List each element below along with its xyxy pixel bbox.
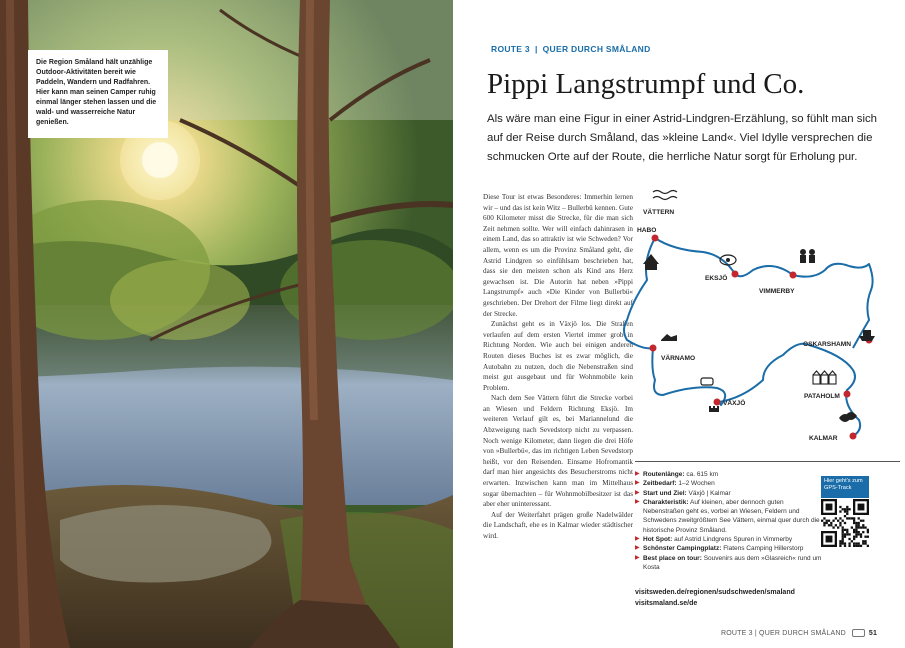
fact-row: ▶ Best place on tour: Souvenirs aus dem »Glasreich« rund um Kosta: [635, 554, 822, 571]
route-map: [613, 180, 883, 450]
fact-row: ▶ Start und Ziel: Växjö | Kalmar: [635, 489, 731, 497]
page-title: Pippi Langstrumpf und Co.: [487, 68, 805, 100]
page-footer: [721, 629, 877, 637]
map-label-pataholm: PATAHOLM: [804, 393, 840, 400]
route-facts: [635, 470, 825, 572]
fact-row: ▶ Charakteristik: Auf kleinen, aber dennoch guten Nebenstraßen geht es, vorbei an Wiesen, Feldern und Schwedens zweitgrößtem See Vättern, einmal quer durch die historische Provinz Småland.: [635, 498, 820, 534]
route-separator: |: [534, 44, 538, 54]
body-paragraph: Diese Tour ist etwas Besonderes: Immerhin lernen wir – und das ist kein Witz – Bullerbü kennen. Gute 600 Kilometer misst die Strecke, für die man sich Zeit nehmen sollte. Wer will einfach dahinrasen in einem Land, das so attraktiv ist wie Schweden? Vor allem, wenn es um die Provinz Småland geht, die Astrid Lindgren so einfühlsam beschrieben hat, dass sie den meisten schon als Kind ans Herz gewachsen ist. Die Autorin hat neben »Pippi Langstrumpf« auch »Die Kinder von Bullerbü« geschrieben. Der Drehort der Filme liegt direkt auf der Strecke.: [483, 193, 633, 318]
map-label-kalmar: KALMAR: [809, 435, 838, 442]
lake-icon: [653, 191, 677, 200]
info-divider: [635, 461, 900, 462]
bullet-icon: ▶: [635, 536, 640, 543]
map-label-vattern: VÄTTERN: [643, 209, 675, 216]
houses-icon: [813, 371, 836, 384]
bullet-icon: ▶: [635, 480, 640, 487]
web-links: [635, 588, 795, 609]
gps-track-label: Hier geht's zum GPS-Track: [821, 476, 869, 498]
link-visitsweden[interactable]: visitsweden.de/regionen/sudschweden/smaland: [635, 589, 795, 596]
children-icon: [800, 249, 815, 263]
map-label-eksjo: EKSJÖ: [705, 275, 728, 282]
body-paragraph: Auf der Weiterfahrt prägen große Nadelwälder die Landschaft, ehe es in Kalmar wieder städtischer wird.: [483, 510, 633, 540]
photo-caption: Die Region Småland hält unzählige Outdoor-Aktivitäten bereit wie Paddeln, Wandern und Radfahren. Hier kann man seinen Camper ruhig einmal länger stehen lassen und die wald- und wasserreiche Natur genießen.: [28, 50, 168, 138]
link-visitsmaland[interactable]: visitsmaland.se/de: [635, 599, 698, 607]
bullet-icon: ▶: [635, 498, 640, 505]
bird-icon: [839, 412, 857, 422]
body-paragraph: Nach dem See Vättern führt die Strecke vorbei an Wiesen und Feldern Richtung Eksjö. Im weiteren Verlauf gilt es, bei Mariannelund die Abzweigung nach Sevedstorp nicht zu verpassen. Noch wenige Kilometer, dann liegen die drei Höfe von »Bullerbü«, das im richtigen Leben Sevedstorp heißt, vor den Reisenden. Einsame Hofromantik darf man hier angesichts des Besucherstroms nicht erwarten. Inzwischen kann man im Mittelhaus sogar übernachten – für Wohnmobilbesitzer ist das aber eher uninteressant.: [483, 394, 633, 509]
body-paragraph: Zunächst geht es in Växjö los. Die Straßen verlaufen auf dem ersten Viertel immer grob in Richtung Norden. Wie auch bei einigen anderen Routen dieses Buches ist es zwar möglich, die Autobahn zu nutzen, doch die Nebenstraßen sind meist gut ausgebaut und für Wohnmobile kein Problem.: [483, 320, 633, 392]
map-pin-vaxjo: [714, 399, 721, 406]
text-page: [453, 0, 905, 648]
boot-icon: [661, 334, 677, 341]
map-label-habo: HABO: [637, 227, 657, 234]
fact-row: ▶ Schönster Campingplatz: Flatens Camping Hillerstorp: [635, 545, 804, 553]
body-text: [483, 192, 633, 542]
map-label-vimmerby: VIMMERBY: [759, 288, 795, 295]
castle-icon: [709, 406, 719, 412]
map-pin-vimmerby: [790, 272, 797, 279]
map-label-vaxjo: VÄXJÖ: [723, 400, 746, 407]
fact-row: ▶ Routenlänge: ca. 615 km: [635, 471, 719, 478]
camper-icon: [701, 378, 713, 385]
bullet-icon: ▶: [635, 489, 640, 496]
camper-icon: [852, 629, 865, 637]
bullet-icon: ▶: [635, 471, 640, 477]
route-path: [624, 238, 873, 436]
qr-code-icon[interactable]: [821, 499, 869, 547]
bullet-icon: ▶: [635, 554, 640, 561]
map-pin-pataholm: [844, 391, 851, 398]
lead-paragraph: Als wäre man eine Figur in einer Astrid-Lindgren-Erzählung, so fühlt man sich auf der Reise durch Småland, das »kleine Land«. Viel Idylle versprechen die schmucken Orte auf der Route, die herrliche Natur sorgt für Erholung pur.: [487, 113, 878, 163]
footer-route: ROUTE 3 | QUER DURCH SMÅLAND: [721, 629, 846, 637]
bullet-icon: ▶: [635, 545, 640, 552]
fact-row: ▶ Zeitbedarf: 1–2 Wochen: [635, 480, 715, 488]
map-label-varnamo: VÄRNAMO: [661, 355, 696, 362]
map-pin-eksjo: [732, 271, 739, 278]
route-name: QUER DURCH SMÅLAND: [542, 44, 651, 54]
route-label: ROUTE 3: [491, 44, 530, 54]
map-pin-varnamo: [650, 345, 657, 352]
route-header: [491, 44, 651, 54]
map-pin-habo: [652, 235, 659, 242]
map-pin-kalmar: [850, 433, 857, 440]
church-icon: [643, 254, 659, 270]
map-label-oskarshamn: OSKARSHAMN: [803, 341, 851, 348]
page-number: 51: [868, 629, 878, 637]
fact-row: ▶ Hot Spot: auf Astrid Lindgrens Spuren in Vimmerby: [635, 536, 793, 544]
